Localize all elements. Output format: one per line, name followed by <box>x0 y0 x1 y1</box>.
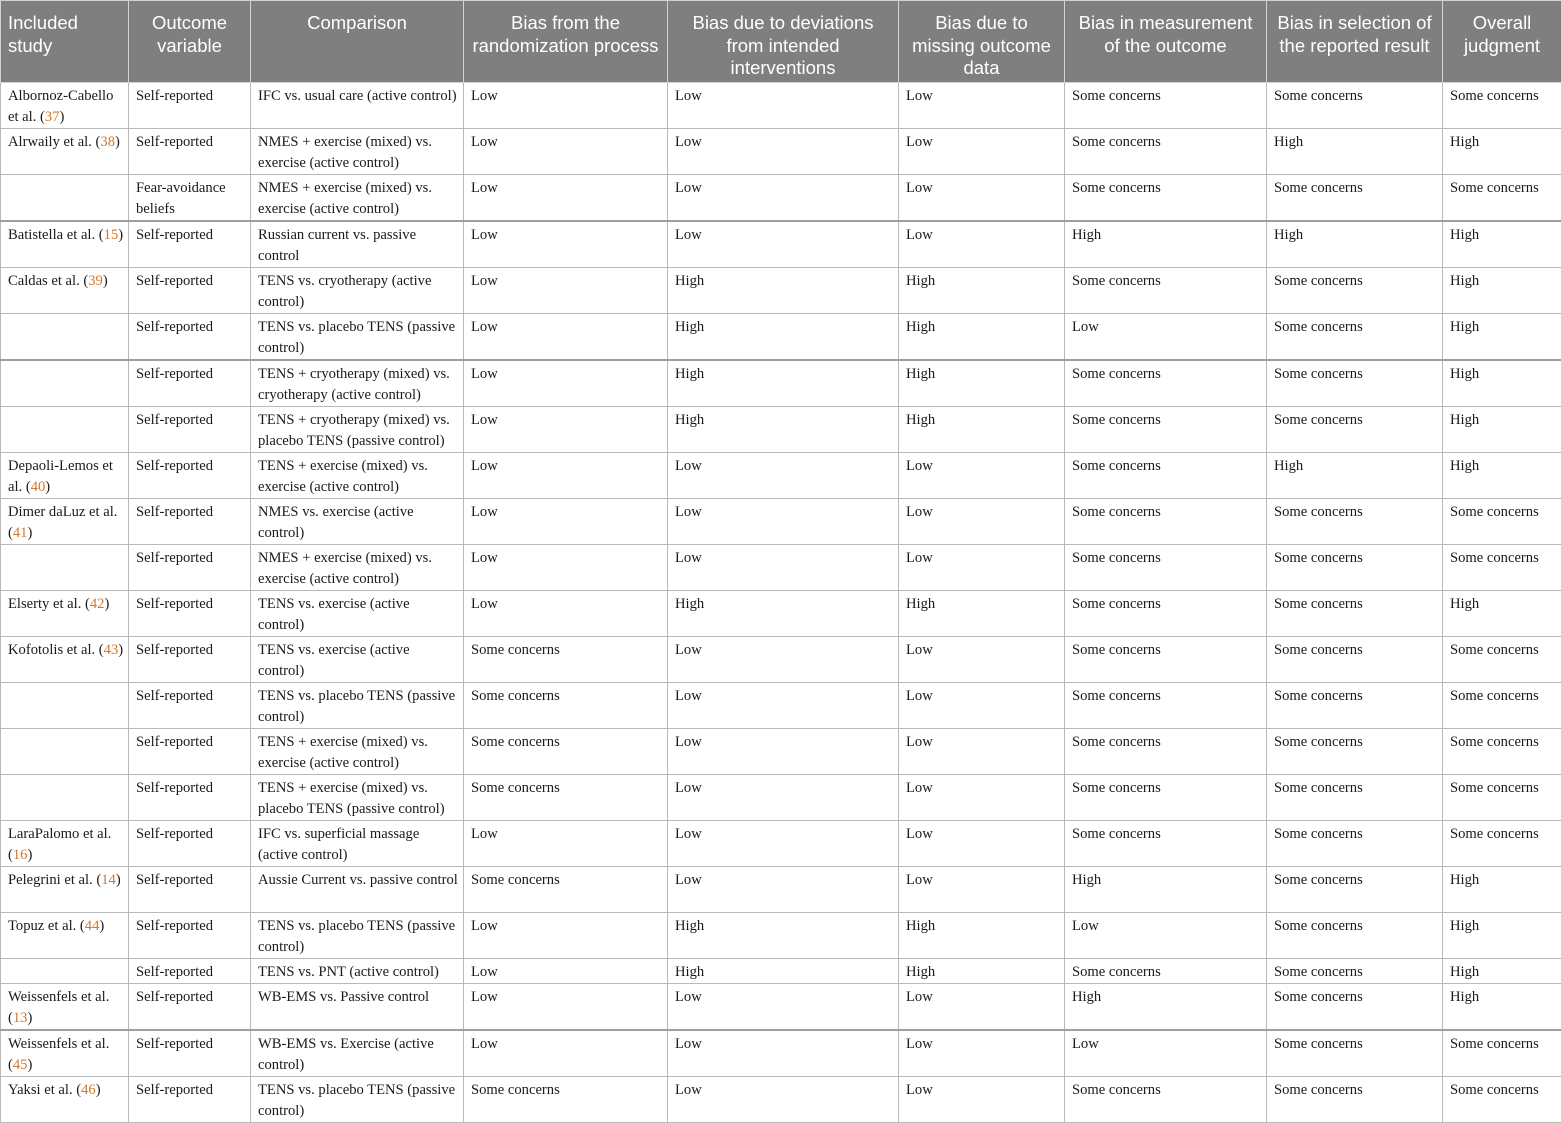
deviations-judgment-cell: Low <box>668 174 899 221</box>
reference-link[interactable]: 45 <box>13 1057 28 1073</box>
included-study-cell: Caldas et al. (39) <box>1 267 129 313</box>
table-row <box>1 128 1561 174</box>
deviations-judgment-cell: Low <box>668 866 899 912</box>
included-study-cell: Batistella et al. (15) <box>1 221 129 268</box>
outcome-variable-cell: Self-reported <box>129 774 251 820</box>
missing-data-judgment-cell: High <box>899 406 1065 452</box>
randomization-judgment-cell: Low <box>464 128 668 174</box>
overall-judgment-cell: Some concerns <box>1443 774 1561 820</box>
deviations-judgment-cell: High <box>668 313 899 360</box>
overall-judgment-cell: Some concerns <box>1443 1076 1561 1122</box>
outcome-variable-cell: Self-reported <box>129 406 251 452</box>
missing-data-judgment-cell: Low <box>899 1076 1065 1122</box>
comparison-cell: TENS vs. placebo TENS (passive control) <box>251 313 464 360</box>
overall-judgment-cell: Some concerns <box>1443 544 1561 590</box>
measurement-judgment-cell: High <box>1065 221 1267 268</box>
comparison-cell: TENS + cryotherapy (mixed) vs. cryotherapy (active control) <box>251 360 464 407</box>
header-included-study: Included study <box>1 1 129 83</box>
study-name: Kofotolis et al. <box>8 642 95 658</box>
included-study-cell <box>1 958 129 983</box>
deviations-judgment-cell: High <box>668 912 899 958</box>
overall-judgment-cell: High <box>1443 590 1561 636</box>
comparison-cell: NMES vs. exercise (active control) <box>251 498 464 544</box>
measurement-judgment-cell: High <box>1065 866 1267 912</box>
randomization-judgment-cell: Some concerns <box>464 682 668 728</box>
measurement-judgment-cell: Some concerns <box>1065 590 1267 636</box>
measurement-judgment-cell: High <box>1065 983 1267 1030</box>
measurement-judgment-cell: Low <box>1065 313 1267 360</box>
included-study-cell: Depaoli-Lemos et al. (40) <box>1 452 129 498</box>
table-row <box>1 866 1561 912</box>
selection-judgment-cell: Some concerns <box>1267 1076 1443 1122</box>
outcome-variable-cell: Self-reported <box>129 1030 251 1077</box>
randomization-judgment-cell: Some concerns <box>464 1076 668 1122</box>
deviations-judgment-cell: High <box>668 267 899 313</box>
measurement-judgment-cell: Some concerns <box>1065 1076 1267 1122</box>
missing-data-judgment-cell: Low <box>899 544 1065 590</box>
comparison-cell: WB-EMS vs. Exercise (active control) <box>251 1030 464 1077</box>
reference-link[interactable]: 41 <box>13 525 28 541</box>
table-row <box>1 221 1561 268</box>
selection-judgment-cell: Some concerns <box>1267 682 1443 728</box>
outcome-variable-cell: Self-reported <box>129 452 251 498</box>
selection-judgment-cell: Some concerns <box>1267 866 1443 912</box>
measurement-judgment-cell: Some concerns <box>1065 820 1267 866</box>
comparison-cell: NMES + exercise (mixed) vs. exercise (active control) <box>251 174 464 221</box>
outcome-variable-cell: Self-reported <box>129 128 251 174</box>
deviations-judgment-cell: High <box>668 360 899 407</box>
missing-data-judgment-cell: High <box>899 313 1065 360</box>
missing-data-judgment-cell: High <box>899 958 1065 983</box>
overall-judgment-cell: High <box>1443 452 1561 498</box>
reference-link[interactable]: 38 <box>100 134 115 150</box>
table-row <box>1 820 1561 866</box>
header-randomization: Bias from the randomization process <box>464 1 668 83</box>
comparison-cell: TENS vs. placebo TENS (passive control) <box>251 682 464 728</box>
outcome-variable-cell: Fear-avoidance beliefs <box>129 174 251 221</box>
selection-judgment-cell: Some concerns <box>1267 267 1443 313</box>
missing-data-judgment-cell: Low <box>899 774 1065 820</box>
outcome-variable-cell: Self-reported <box>129 820 251 866</box>
deviations-judgment-cell: Low <box>668 82 899 128</box>
randomization-judgment-cell: Low <box>464 590 668 636</box>
reference-link[interactable]: 40 <box>31 479 46 495</box>
randomization-judgment-cell: Low <box>464 983 668 1030</box>
table-row <box>1 313 1561 360</box>
table-row <box>1 452 1561 498</box>
study-name: Weissenfels et al. <box>8 1036 109 1052</box>
study-name: Yaksi et al. <box>8 1082 73 1098</box>
randomization-judgment-cell: Low <box>464 174 668 221</box>
table-row <box>1 636 1561 682</box>
comparison-cell: IFC vs. usual care (active control) <box>251 82 464 128</box>
overall-judgment-cell: High <box>1443 406 1561 452</box>
overall-judgment-cell: Some concerns <box>1443 498 1561 544</box>
header-missing-data: Bias due to missing outcome data <box>899 1 1065 83</box>
overall-judgment-cell: High <box>1443 128 1561 174</box>
table-row <box>1 983 1561 1030</box>
missing-data-judgment-cell: Low <box>899 452 1065 498</box>
selection-judgment-cell: Some concerns <box>1267 983 1443 1030</box>
randomization-judgment-cell: Low <box>464 498 668 544</box>
table-row <box>1 406 1561 452</box>
missing-data-judgment-cell: Low <box>899 128 1065 174</box>
selection-judgment-cell: Some concerns <box>1267 912 1443 958</box>
included-study-cell <box>1 360 129 407</box>
included-study-cell: Kofotolis et al. (43) <box>1 636 129 682</box>
missing-data-judgment-cell: Low <box>899 728 1065 774</box>
measurement-judgment-cell: Low <box>1065 912 1267 958</box>
measurement-judgment-cell: Some concerns <box>1065 360 1267 407</box>
comparison-cell: WB-EMS vs. Passive control <box>251 983 464 1030</box>
outcome-variable-cell: Self-reported <box>129 498 251 544</box>
overall-judgment-cell: Some concerns <box>1443 174 1561 221</box>
header-deviations: Bias due to deviations from intended interventions <box>668 1 899 83</box>
randomization-judgment-cell: Low <box>464 406 668 452</box>
deviations-judgment-cell: Low <box>668 544 899 590</box>
randomization-judgment-cell: Some concerns <box>464 774 668 820</box>
selection-judgment-cell: Some concerns <box>1267 590 1443 636</box>
randomization-judgment-cell: Low <box>464 820 668 866</box>
missing-data-judgment-cell: Low <box>899 82 1065 128</box>
included-study-cell: Topuz et al. (44) <box>1 912 129 958</box>
overall-judgment-cell: High <box>1443 958 1561 983</box>
overall-judgment-cell: High <box>1443 221 1561 268</box>
overall-judgment-cell: High <box>1443 313 1561 360</box>
table-row <box>1 728 1561 774</box>
selection-judgment-cell: Some concerns <box>1267 406 1443 452</box>
reference-link[interactable]: 13 <box>13 1010 28 1026</box>
measurement-judgment-cell: Some concerns <box>1065 636 1267 682</box>
selection-judgment-cell: Some concerns <box>1267 360 1443 407</box>
randomization-judgment-cell: Low <box>464 221 668 268</box>
overall-judgment-cell: Some concerns <box>1443 728 1561 774</box>
included-study-cell: Dimer daLuz et al. (41) <box>1 498 129 544</box>
missing-data-judgment-cell: Low <box>899 820 1065 866</box>
randomization-judgment-cell: Some concerns <box>464 728 668 774</box>
deviations-judgment-cell: Low <box>668 682 899 728</box>
reference-link[interactable]: 39 <box>88 273 103 289</box>
outcome-variable-cell: Self-reported <box>129 313 251 360</box>
study-name: LaraPalomo et al. <box>8 826 111 842</box>
deviations-judgment-cell: Low <box>668 1030 899 1077</box>
comparison-cell: NMES + exercise (mixed) vs. exercise (active control) <box>251 128 464 174</box>
reference-link[interactable]: 43 <box>104 642 119 658</box>
measurement-judgment-cell: Some concerns <box>1065 498 1267 544</box>
included-study-cell: Weissenfels et al. (13) <box>1 983 129 1030</box>
study-name: Elserty et al. <box>8 596 81 612</box>
deviations-judgment-cell: Low <box>668 128 899 174</box>
outcome-variable-cell: Self-reported <box>129 590 251 636</box>
study-name: Batistella et al. <box>8 227 95 243</box>
overall-judgment-cell: Some concerns <box>1443 82 1561 128</box>
reference-link[interactable]: 46 <box>81 1082 96 1098</box>
reference-link[interactable]: 15 <box>104 227 119 243</box>
missing-data-judgment-cell: Low <box>899 174 1065 221</box>
table-row <box>1 267 1561 313</box>
deviations-judgment-cell: Low <box>668 452 899 498</box>
selection-judgment-cell: Some concerns <box>1267 636 1443 682</box>
included-study-cell <box>1 728 129 774</box>
outcome-variable-cell: Self-reported <box>129 682 251 728</box>
measurement-judgment-cell: Some concerns <box>1065 82 1267 128</box>
reference-link[interactable]: 14 <box>101 872 116 888</box>
outcome-variable-cell: Self-reported <box>129 958 251 983</box>
missing-data-judgment-cell: Low <box>899 636 1065 682</box>
randomization-judgment-cell: Low <box>464 313 668 360</box>
selection-judgment-cell: High <box>1267 452 1443 498</box>
selection-judgment-cell: Some concerns <box>1267 1030 1443 1077</box>
selection-judgment-cell: Some concerns <box>1267 82 1443 128</box>
comparison-cell: TENS vs. PNT (active control) <box>251 958 464 983</box>
included-study-cell: Pelegrini et al. (14) <box>1 866 129 912</box>
selection-judgment-cell: High <box>1267 128 1443 174</box>
deviations-judgment-cell: Low <box>668 774 899 820</box>
comparison-cell: TENS + exercise (mixed) vs. exercise (active control) <box>251 728 464 774</box>
comparison-cell: TENS vs. cryotherapy (active control) <box>251 267 464 313</box>
reference-link[interactable]: 16 <box>13 847 28 863</box>
table-row <box>1 360 1561 407</box>
included-study-cell <box>1 313 129 360</box>
missing-data-judgment-cell: High <box>899 267 1065 313</box>
header-overall: Overall judgment <box>1443 1 1561 83</box>
table-row <box>1 174 1561 221</box>
randomization-judgment-cell: Some concerns <box>464 866 668 912</box>
outcome-variable-cell: Self-reported <box>129 82 251 128</box>
outcome-variable-cell: Self-reported <box>129 1076 251 1122</box>
deviations-judgment-cell: High <box>668 590 899 636</box>
header-selection: Bias in selection of the reported result <box>1267 1 1443 83</box>
study-name: Weissenfels et al. <box>8 989 109 1005</box>
outcome-variable-cell: Self-reported <box>129 360 251 407</box>
header-row <box>1 1 1561 83</box>
table-row <box>1 774 1561 820</box>
overall-judgment-cell: High <box>1443 912 1561 958</box>
table-row <box>1 682 1561 728</box>
outcome-variable-cell: Self-reported <box>129 866 251 912</box>
missing-data-judgment-cell: High <box>899 590 1065 636</box>
header-comparison: Comparison <box>251 1 464 83</box>
outcome-variable-cell: Self-reported <box>129 912 251 958</box>
outcome-variable-cell: Self-reported <box>129 267 251 313</box>
deviations-judgment-cell: Low <box>668 221 899 268</box>
deviations-judgment-cell: Low <box>668 728 899 774</box>
included-study-cell <box>1 406 129 452</box>
deviations-judgment-cell: High <box>668 406 899 452</box>
measurement-judgment-cell: Some concerns <box>1065 544 1267 590</box>
overall-judgment-cell: Some concerns <box>1443 682 1561 728</box>
selection-judgment-cell: Some concerns <box>1267 958 1443 983</box>
measurement-judgment-cell: Some concerns <box>1065 682 1267 728</box>
table-row <box>1 590 1561 636</box>
included-study-cell: Elserty et al. (42) <box>1 590 129 636</box>
included-study-cell <box>1 774 129 820</box>
table-row <box>1 958 1561 983</box>
study-name: Alrwaily et al. <box>8 134 92 150</box>
measurement-judgment-cell: Some concerns <box>1065 406 1267 452</box>
measurement-judgment-cell: Low <box>1065 1030 1267 1077</box>
selection-judgment-cell: Some concerns <box>1267 498 1443 544</box>
comparison-cell: Aussie Current vs. passive control <box>251 866 464 912</box>
randomization-judgment-cell: Low <box>464 452 668 498</box>
measurement-judgment-cell: Some concerns <box>1065 728 1267 774</box>
overall-judgment-cell: High <box>1443 267 1561 313</box>
included-study-cell <box>1 544 129 590</box>
missing-data-judgment-cell: Low <box>899 866 1065 912</box>
comparison-cell: IFC vs. superficial massage (active control) <box>251 820 464 866</box>
outcome-variable-cell: Self-reported <box>129 728 251 774</box>
included-study-cell: Yaksi et al. (46) <box>1 1076 129 1122</box>
reference-link[interactable]: 42 <box>90 596 105 612</box>
measurement-judgment-cell: Some concerns <box>1065 267 1267 313</box>
table-row <box>1 498 1561 544</box>
comparison-cell: TENS + cryotherapy (mixed) vs. placebo TENS (passive control) <box>251 406 464 452</box>
missing-data-judgment-cell: Low <box>899 221 1065 268</box>
comparison-cell: TENS vs. exercise (active control) <box>251 636 464 682</box>
overall-judgment-cell: High <box>1443 866 1561 912</box>
comparison-cell: TENS + exercise (mixed) vs. exercise (active control) <box>251 452 464 498</box>
outcome-variable-cell: Self-reported <box>129 544 251 590</box>
study-name: Albornoz-Cabello et al. <box>8 88 113 125</box>
table-row <box>1 912 1561 958</box>
comparison-cell: TENS vs. placebo TENS (passive control) <box>251 1076 464 1122</box>
selection-judgment-cell: Some concerns <box>1267 774 1443 820</box>
deviations-judgment-cell: Low <box>668 636 899 682</box>
comparison-cell: Russian current vs. passive control <box>251 221 464 268</box>
deviations-judgment-cell: Low <box>668 498 899 544</box>
selection-judgment-cell: Some concerns <box>1267 544 1443 590</box>
table-row <box>1 1076 1561 1122</box>
selection-judgment-cell: Some concerns <box>1267 313 1443 360</box>
missing-data-judgment-cell: Low <box>899 498 1065 544</box>
randomization-judgment-cell: Some concerns <box>464 636 668 682</box>
randomization-judgment-cell: Low <box>464 267 668 313</box>
study-name: Topuz et al. <box>8 918 76 934</box>
selection-judgment-cell: Some concerns <box>1267 820 1443 866</box>
selection-judgment-cell: High <box>1267 221 1443 268</box>
randomization-judgment-cell: Low <box>464 544 668 590</box>
deviations-judgment-cell: Low <box>668 1076 899 1122</box>
included-study-cell: Weissenfels et al. (45) <box>1 1030 129 1077</box>
included-study-cell <box>1 174 129 221</box>
overall-judgment-cell: Some concerns <box>1443 820 1561 866</box>
measurement-judgment-cell: Some concerns <box>1065 958 1267 983</box>
comparison-cell: TENS vs. placebo TENS (passive control) <box>251 912 464 958</box>
overall-judgment-cell: Some concerns <box>1443 636 1561 682</box>
randomization-judgment-cell: Low <box>464 360 668 407</box>
study-name: Caldas et al. <box>8 273 80 289</box>
outcome-variable-cell: Self-reported <box>129 983 251 1030</box>
missing-data-judgment-cell: High <box>899 360 1065 407</box>
reference-link[interactable]: 37 <box>45 109 60 125</box>
comparison-cell: NMES + exercise (mixed) vs. exercise (active control) <box>251 544 464 590</box>
overall-judgment-cell: High <box>1443 983 1561 1030</box>
measurement-judgment-cell: Some concerns <box>1065 774 1267 820</box>
reference-link[interactable]: 44 <box>85 918 100 934</box>
overall-judgment-cell: High <box>1443 360 1561 407</box>
table-row <box>1 544 1561 590</box>
outcome-variable-cell: Self-reported <box>129 636 251 682</box>
randomization-judgment-cell: Low <box>464 912 668 958</box>
comparison-cell: TENS vs. exercise (active control) <box>251 590 464 636</box>
measurement-judgment-cell: Some concerns <box>1065 128 1267 174</box>
randomization-judgment-cell: Low <box>464 958 668 983</box>
missing-data-judgment-cell: Low <box>899 1030 1065 1077</box>
table-row <box>1 82 1561 128</box>
table-row <box>1 1030 1561 1077</box>
deviations-judgment-cell: Low <box>668 820 899 866</box>
missing-data-judgment-cell: Low <box>899 983 1065 1030</box>
outcome-variable-cell: Self-reported <box>129 221 251 268</box>
selection-judgment-cell: Some concerns <box>1267 728 1443 774</box>
missing-data-judgment-cell: High <box>899 912 1065 958</box>
deviations-judgment-cell: High <box>668 958 899 983</box>
comparison-cell: TENS + exercise (mixed) vs. placebo TENS (passive control) <box>251 774 464 820</box>
header-measurement: Bias in measurement of the outcome <box>1065 1 1267 83</box>
study-name: Dimer daLuz et al. <box>8 504 117 520</box>
study-name: Depaoli-Lemos et al. <box>8 458 113 495</box>
included-study-cell: LaraPalomo et al. (16) <box>1 820 129 866</box>
overall-judgment-cell: Some concerns <box>1443 1030 1561 1077</box>
included-study-cell: Alrwaily et al. (38) <box>1 128 129 174</box>
missing-data-judgment-cell: Low <box>899 682 1065 728</box>
header-outcome-variable: Outcome variable <box>129 1 251 83</box>
measurement-judgment-cell: Some concerns <box>1065 174 1267 221</box>
randomization-judgment-cell: Low <box>464 1030 668 1077</box>
deviations-judgment-cell: Low <box>668 983 899 1030</box>
included-study-cell: Albornoz-Cabello et al. (37) <box>1 82 129 128</box>
measurement-judgment-cell: Some concerns <box>1065 452 1267 498</box>
selection-judgment-cell: Some concerns <box>1267 174 1443 221</box>
study-name: Pelegrini et al. <box>8 872 93 888</box>
included-study-cell <box>1 682 129 728</box>
randomization-judgment-cell: Low <box>464 82 668 128</box>
